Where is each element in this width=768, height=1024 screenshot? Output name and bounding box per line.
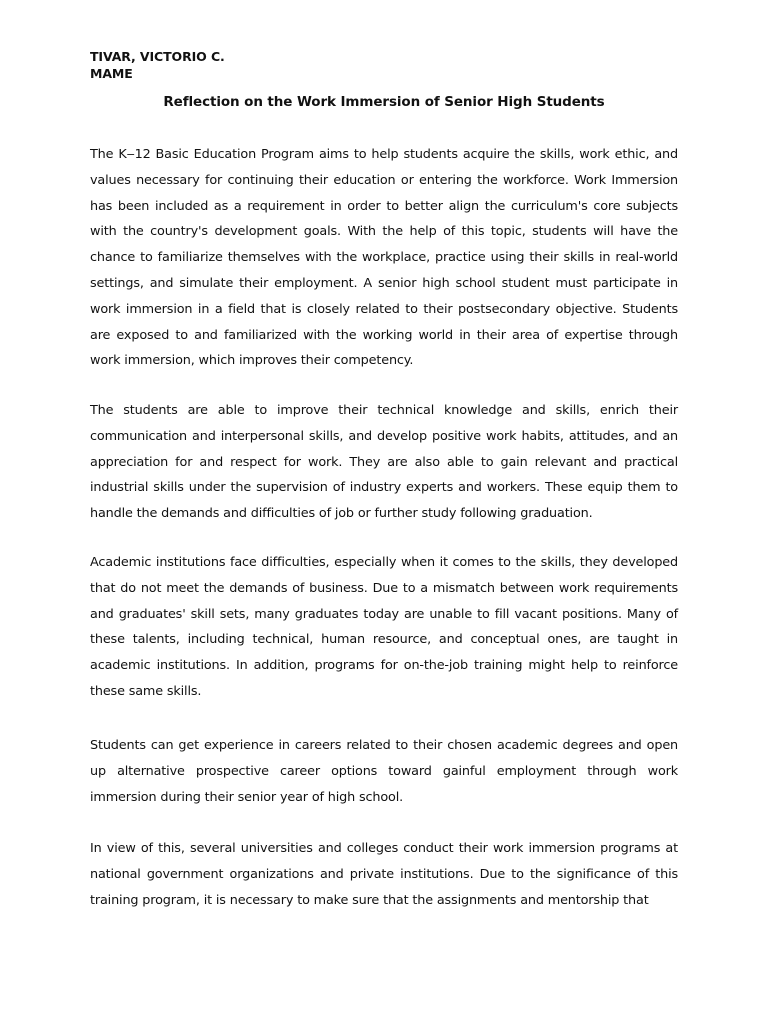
paragraph-institutions: Academic institutions face difficulties, especially when it comes to the skills, they developed that do not meet the demands of business. Due to a mismatch between work requirements and graduates' skill sets, many graduates today are unable to fill vacant positions. Many of these talents, including technical, human resource, and conceptual ones, are taught in academic institutions. In addition, programs for on-the-job training might help to reinforce these same skills. <box>90 555 678 699</box>
document-title: Reflection on the Work Immersion of Senior High Students <box>163 94 605 110</box>
author-block <box>90 48 225 82</box>
paragraph-intro: The K‒12 Basic Education Program aims to help students acquire the skills, work ethic, and values necessary for continuing their education or entering the workforce. Work Immersion has been included as a requirement in order to better align the curriculum's core subjects with the country's development goals. With the help of this topic, students will have the chance to familiarize themselves with the workplace, practice using their skills in real-world settings, and simulate their employment. A senior high school student must participate in work immersion in a field that is closely related to their postsecondary objective. Students are exposed to and familiarized with the working world in their area of expertise through work immersion, which improves their competency. <box>90 147 678 369</box>
author-name: TIVAR, VICTORIO C. <box>90 49 225 64</box>
paragraph-programs: In view of this, several universities and colleges conduct their work immersion programs at national government organizations and private institutions. Due to the significance of this training program, it is necessary to make sure that the assignments and mentorship that <box>90 841 678 908</box>
paragraph-careers: Students can get experience in careers related to their chosen academic degrees and open up alternative prospective career options toward gainful employment through work immersion during their senior year of high school. <box>90 738 678 805</box>
paragraph-skills: The students are able to improve their technical knowledge and skills, enrich their communication and interpersonal skills, and develop positive work habits, attitudes, and an appreciation for and respect for work. They are also able to gain relevant and practical industrial skills under the supervision of industry experts and workers. These equip them to handle the demands and difficulties of job or further study following graduation. <box>90 403 678 522</box>
author-section: MAME <box>90 66 133 81</box>
